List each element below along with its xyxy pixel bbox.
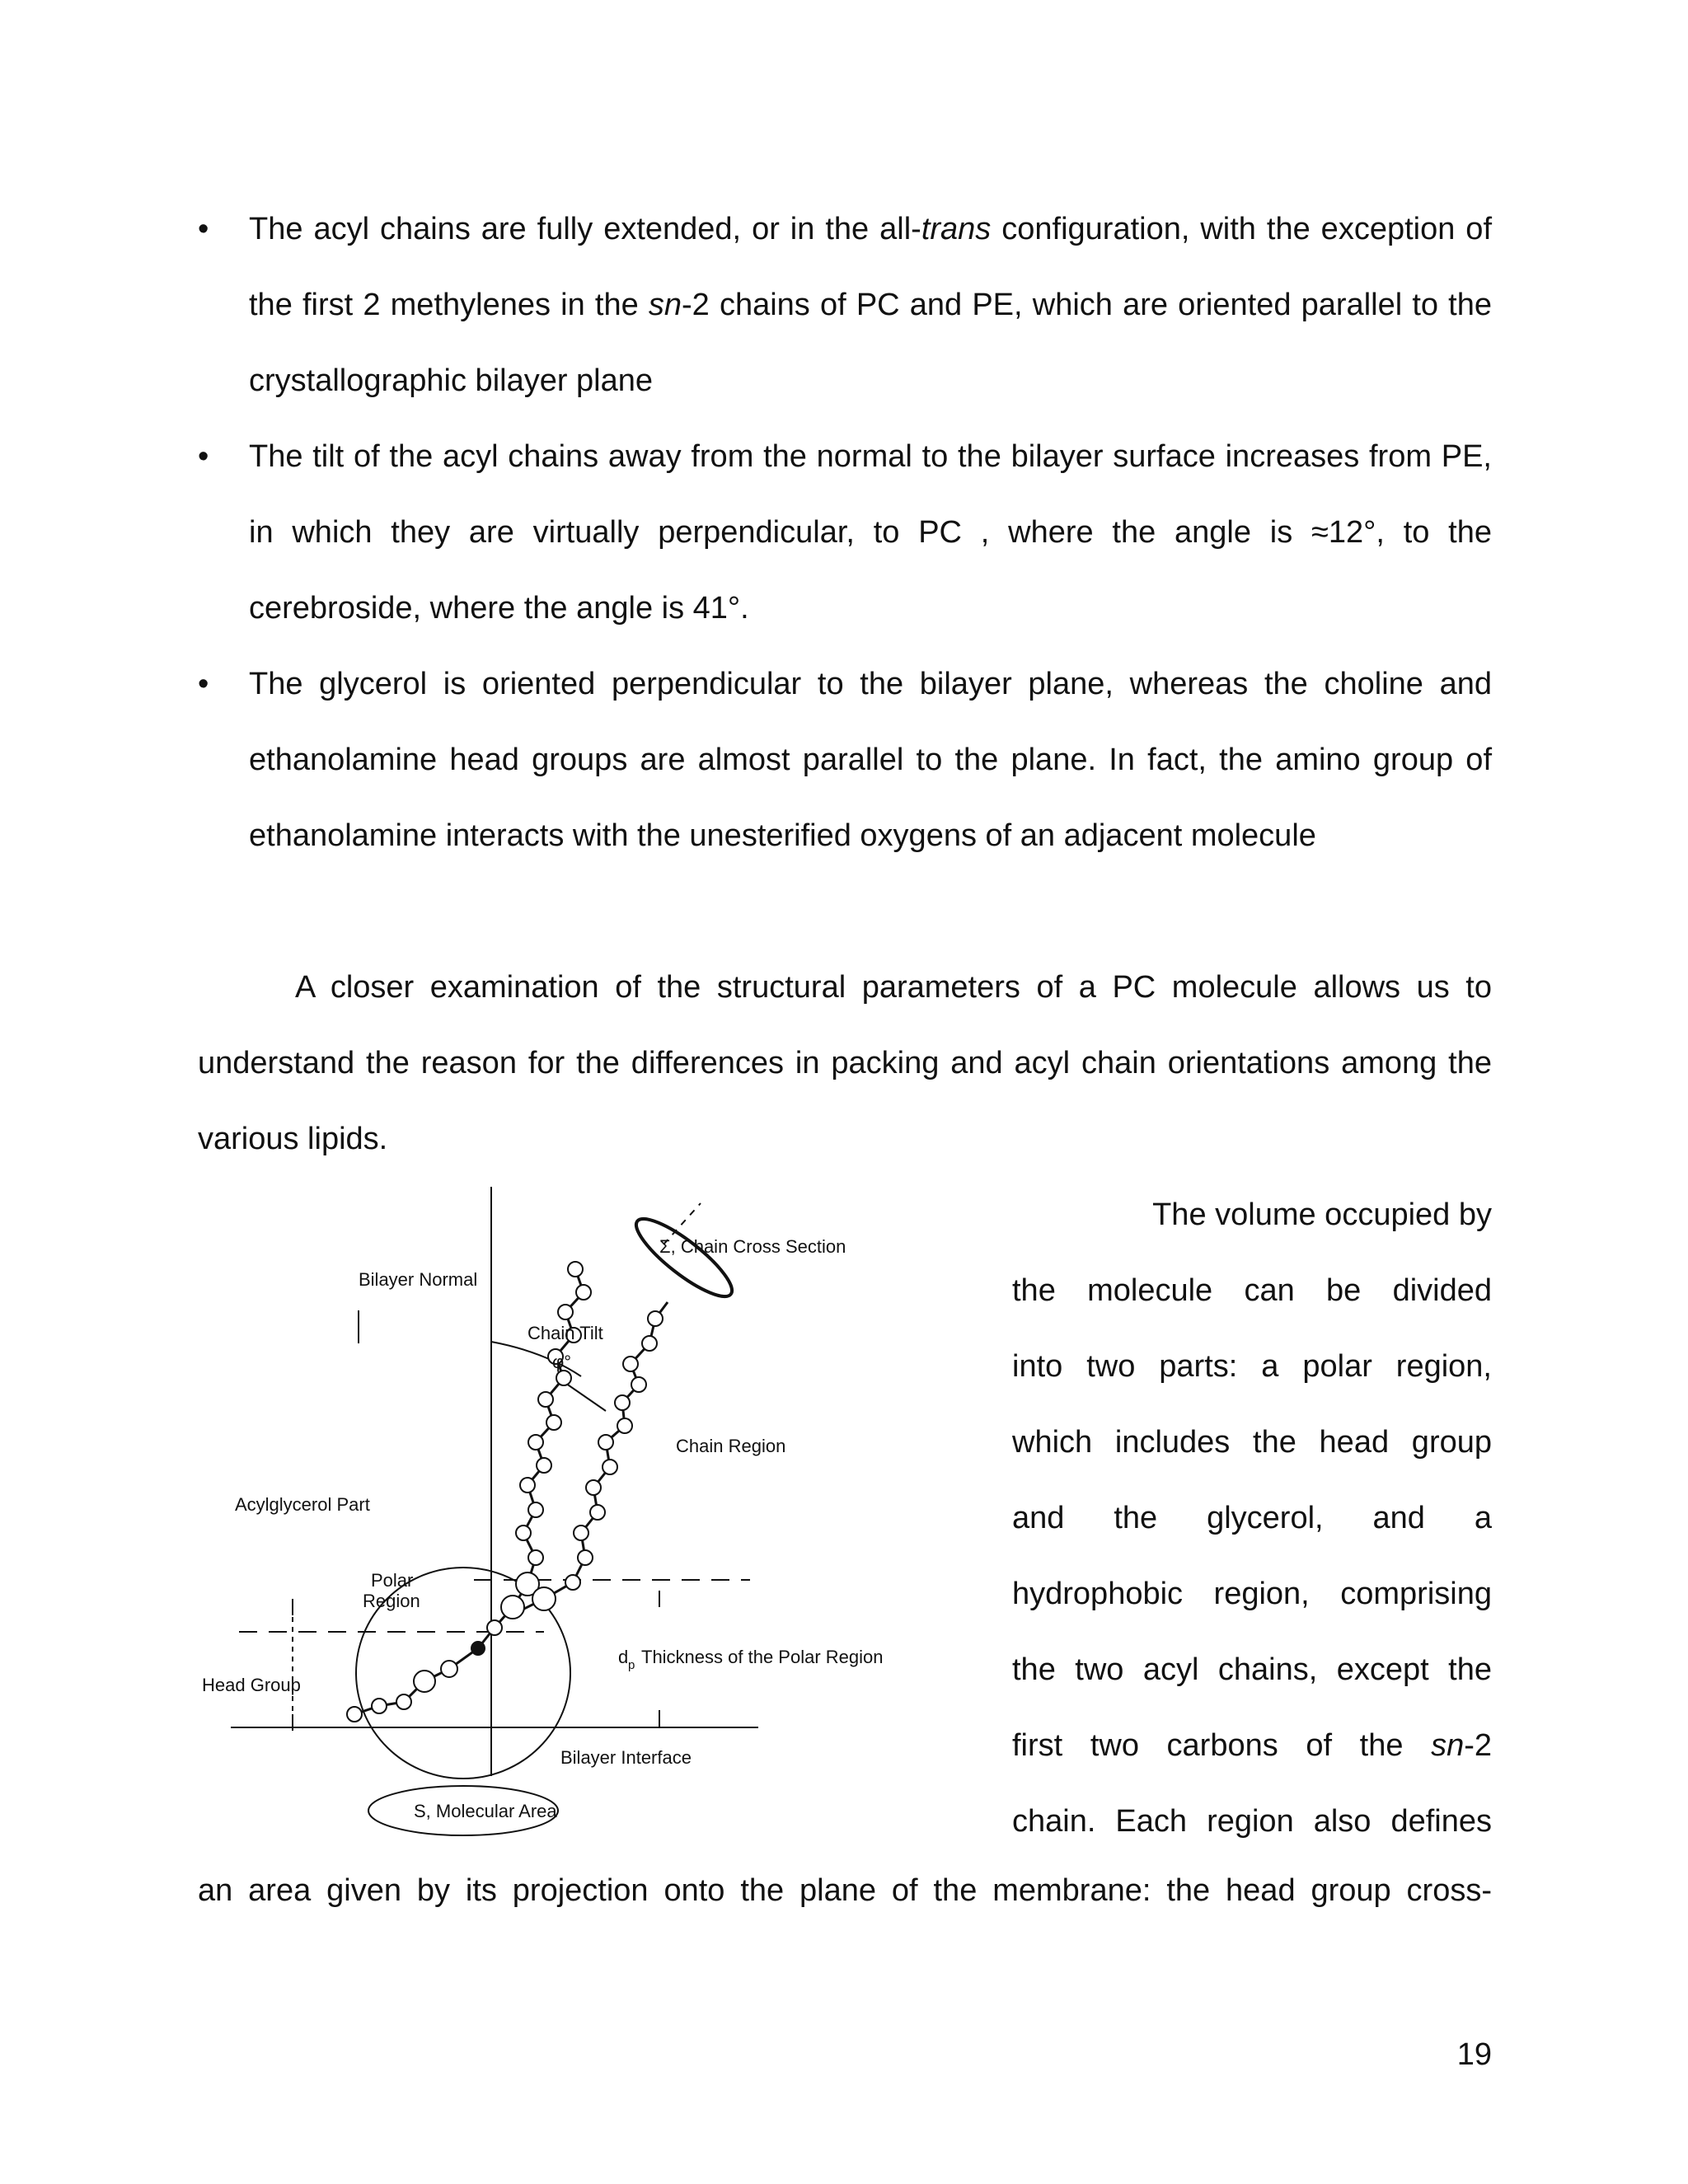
chain-tilt-label: Chain Tilt bbox=[528, 1323, 603, 1343]
atom bbox=[617, 1418, 632, 1433]
atom bbox=[623, 1357, 638, 1371]
atom bbox=[556, 1371, 571, 1385]
page-number: 19 bbox=[1456, 2037, 1492, 2072]
atom bbox=[558, 1305, 573, 1319]
chain-region-label: Chain Region bbox=[676, 1436, 786, 1456]
chain-cross-section-ellipse bbox=[627, 1208, 741, 1307]
bullet-text-italic: trans bbox=[921, 212, 992, 246]
atom bbox=[487, 1620, 502, 1635]
wrap-text-line: The volume occupied by bbox=[1152, 1197, 1492, 1232]
wrap-text-italic: sn bbox=[1431, 1728, 1465, 1763]
atom bbox=[520, 1478, 535, 1493]
atom bbox=[576, 1285, 591, 1300]
atom bbox=[631, 1377, 646, 1392]
atom bbox=[648, 1311, 663, 1326]
bilayer-normal-label: Bilayer Normal bbox=[359, 1269, 478, 1290]
atom bbox=[578, 1550, 593, 1565]
atom bbox=[586, 1480, 601, 1495]
atom bbox=[603, 1460, 617, 1474]
closing-line: an area given by its projection onto the plane of the membrane: the head group cross- bbox=[198, 1873, 1492, 1908]
bilayer-interface-label: Bilayer Interface bbox=[560, 1747, 692, 1768]
bullet-item bbox=[198, 191, 1492, 419]
bullet-text-part: The acyl chains are fully extended, or in the all- bbox=[249, 212, 921, 246]
bullet-text-part: -2 chains of PC and PE, which are oriented parallel to the crystallographic bilayer plane bbox=[249, 288, 1492, 398]
atom bbox=[615, 1395, 630, 1410]
wrap-text-line: the molecule can be divided bbox=[1012, 1273, 1492, 1308]
wrap-text-part: first two carbons of the bbox=[1012, 1728, 1432, 1763]
wrap-text-line: hydrophobic region, comprising bbox=[1012, 1577, 1492, 1611]
pc-molecule-diagram bbox=[198, 1187, 989, 1846]
bullet-item bbox=[198, 646, 1492, 874]
bullet-symbol: • bbox=[198, 212, 209, 246]
atom bbox=[372, 1699, 387, 1713]
dp-subscript: p bbox=[628, 1658, 635, 1672]
bullet-item bbox=[198, 419, 1492, 646]
atom bbox=[590, 1505, 605, 1520]
molecular-area-label: S, Molecular Area bbox=[414, 1801, 557, 1821]
atom bbox=[565, 1575, 580, 1590]
atom bbox=[396, 1694, 411, 1709]
acylglycerol-part-label: Acylglycerol Part bbox=[235, 1494, 370, 1515]
pc-molecule-figure bbox=[198, 1187, 989, 1846]
wrap-text-part: -2 bbox=[1464, 1728, 1492, 1763]
wrap-text-line: which includes the head group bbox=[1012, 1425, 1492, 1460]
atom bbox=[568, 1262, 583, 1277]
atom bbox=[414, 1671, 435, 1692]
atom bbox=[441, 1661, 457, 1677]
bullet-symbol: • bbox=[198, 439, 209, 474]
bullet-list bbox=[198, 191, 1492, 874]
bullet-text-italic: sn bbox=[648, 288, 682, 322]
thickness-polar-label: Thickness of the Polar Region bbox=[641, 1647, 884, 1667]
paragraph-text: A closer examination of the structural parameters of a PC molecule allows us to understand the reason for the differences in packing and acyl chain orientations among the various lipids. bbox=[198, 970, 1492, 1156]
dp-label: d bbox=[618, 1647, 629, 1667]
atoms bbox=[347, 1262, 663, 1722]
wrap-text-line: into two parts: a polar region, bbox=[1012, 1349, 1492, 1384]
wrap-text-block bbox=[1012, 1177, 1492, 1859]
wrap-text-line: the two acyl chains, except the bbox=[1012, 1652, 1492, 1687]
bullet-symbol: • bbox=[198, 667, 209, 701]
atom bbox=[598, 1435, 613, 1450]
atom bbox=[528, 1435, 543, 1450]
atom bbox=[471, 1642, 485, 1655]
head-group-label: Head Group bbox=[202, 1675, 301, 1695]
wrap-text-line bbox=[1012, 1708, 1492, 1783]
atom bbox=[574, 1526, 588, 1540]
atom bbox=[538, 1392, 553, 1407]
bullet-text: The glycerol is oriented perpendicular to the bilayer plane, whereas the choline and ethanolamine head groups are almost parallel to the plane. In fact, the amino group of ethanolamine interacts with the unesterified oxygens of an adjacent molecule bbox=[249, 667, 1492, 853]
atom bbox=[516, 1526, 531, 1540]
atom bbox=[347, 1707, 362, 1722]
wrap-text-line: chain. Each region also defines bbox=[1012, 1804, 1492, 1839]
atom bbox=[532, 1587, 556, 1610]
atom bbox=[501, 1596, 524, 1619]
polar-region-label-line2: Region bbox=[363, 1591, 420, 1611]
chain-cross-section-label: Σ, Chain Cross Section bbox=[659, 1236, 846, 1257]
atom bbox=[546, 1415, 561, 1430]
polar-region-label-line1: Polar bbox=[371, 1570, 414, 1591]
phi-label: φ° bbox=[552, 1352, 572, 1372]
wrap-text-line: and the glycerol, and a bbox=[1012, 1501, 1492, 1535]
bullet-text: The tilt of the acyl chains away from the normal to the bilayer surface increases from PE, in which they are virtually perpendicular, to PC , where the angle is ≈12°, to the cerebroside, where the angle is 41°. bbox=[249, 439, 1492, 626]
atom bbox=[528, 1502, 543, 1517]
atom bbox=[528, 1550, 543, 1565]
atom bbox=[537, 1458, 551, 1473]
bullet-text-part: configuration, with the exception of the first 2 methylenes in the bbox=[249, 212, 1492, 322]
atom bbox=[642, 1336, 657, 1351]
